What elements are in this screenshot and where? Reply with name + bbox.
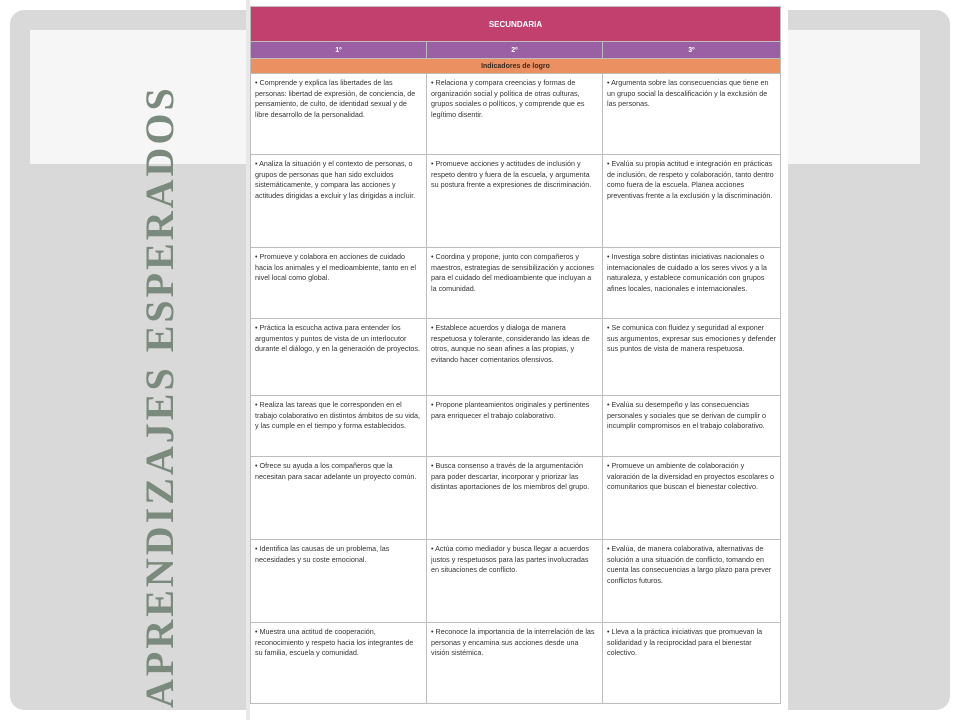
table-header-secundaria: SECUNDARIA [251,7,781,42]
table-cell: • Evalúa su propia actitud e integración en prácticas de inclusión, de respeto y colaboración, tanto dentro como fuera de la escuela. Planea acciones preventivas frente a la exclusión y la discriminación. [603,155,781,248]
indicators-subheader: Indicadores de logro [251,59,781,74]
table-row [251,155,781,248]
indicators-table [250,6,781,704]
table-cell: • Se comunica con fluidez y seguridad al exponer sus argumentos, expresar sus emociones y defender sus puntos de vista de manera respetuosa. [603,319,781,396]
table-row [251,623,781,704]
table-row [251,74,781,155]
table-cell: • Actúa como mediador y busca llegar a acuerdos justos y respetuosos para las partes involucradas en situaciones de conflicto. [427,540,603,623]
table-cell: • Identifica las causas de un problema, las necesidades y su coste emocional. [251,540,427,623]
table-row [251,396,781,457]
table-cell: • Establece acuerdos y dialoga de manera respetuosa y tolerante, considerando las ideas de otros, aunque no sean afines a las propias, y evitando hacer comentarios ofensivos. [427,319,603,396]
table-cell: • Evalúa, de manera colaborativa, alternativas de solución a una situación de conflicto, tomando en cuenta las consecuencias a largo plazo para prever conflictos futuros. [603,540,781,623]
table-cell: • Coordina y propone, junto con compañeros y maestros, estrategias de sensibilización y acciones para el cuidado del medioambiente que incluyan a la comunidad. [427,248,603,319]
table-cell: • Promueve un ambiente de colaboración y valoración de la diversidad en proyectos escolares o comunitarios que buscan el bienestar colectivo. [603,457,781,540]
table-cell: • Comprende y explica las libertades de las personas: libertad de expresión, de conciencia, de pensamiento, de culto, de identidad sexual y de libre desarrollo de la personalidad. [251,74,427,155]
table-cell: • Muestra una actitud de cooperación, reconocimiento y respeto hacia los integrantes de su familia, escuela y comunidad. [251,623,427,704]
grade-2-header: 2º [427,42,603,59]
table-cell: • Analiza la situación y el contexto de personas, o grupos de personas que han sido excluidos sistemáticamente, y compara las acciones y actitudes dirigidas a excluir y las dirigidas a incluir. [251,155,427,248]
grade-1-header: 1º [251,42,427,59]
table-cell: • Realiza las tareas que le corresponden en el trabajo colaborativo en distintos ámbitos de su vida, y las cumple en el tiempo y forma establecidos. [251,396,427,457]
table-cell: • Busca consenso a través de la argumentación para poder descartar, incorporar y priorizar las distintas aportaciones de los miembros del grupo. [427,457,603,540]
table-cell: • Argumenta sobre las consecuencias que tiene en un grupo social la descalificación y la exclusión de las personas. [603,74,781,155]
table-cell: • Propone planteamientos originales y pertinentes para enriquecer el trabajo colaborativo. [427,396,603,457]
table-cell: • Lleva a la práctica iniciativas que promuevan la solidaridad y la reciprocidad para el bienestar colectivo. [603,623,781,704]
table-cell: • Relaciona y compara creencias y formas de organización social y política de otras culturas, grupos sociales o políticos, y comprende que es legítimo disentir. [427,74,603,155]
table-cell: • Investiga sobre distintas iniciativas nacionales o internacionales de cuidado a los seres vivos y a la naturaleza, y establece comunicación con grupos afines locales, nacionales e internacionales. [603,248,781,319]
achievement-indicators-table-image [246,0,788,720]
table-cell: • Evalúa su desempeño y las consecuencias personales y sociales que se derivan de cumplir o incumplir compromisos en el trabajo colaborativo. [603,396,781,457]
table-row [251,540,781,623]
table-cell: • Ofrece su ayuda a los compañeros que la necesitan para sacar adelante un proyecto común. [251,457,427,540]
grade-3-header: 3º [603,42,781,59]
table-cell: • Promueve acciones y actitudes de inclusión y respeto dentro y fuera de la escuela, y argumenta su postura frente a expresiones de discriminación. [427,155,603,248]
table-row [251,457,781,540]
table-row [251,248,781,319]
table-row [251,319,781,396]
table-cell: • Promueve y colabora en acciones de cuidado hacia los animales y el medioambiente, tanto en el nivel local como global. [251,248,427,319]
table-cell: • Práctica la escucha activa para entender los argumentos y puntos de vista de un interlocutor durante el diálogo, y en la generación de proyectos. [251,319,427,396]
table-cell: • Reconoce la importancia de la interrelación de las personas y encamina sus acciones desde una visión sistémica. [427,623,603,704]
slide-title: APRENDIZAJES ESPERADOS [137,85,182,708]
